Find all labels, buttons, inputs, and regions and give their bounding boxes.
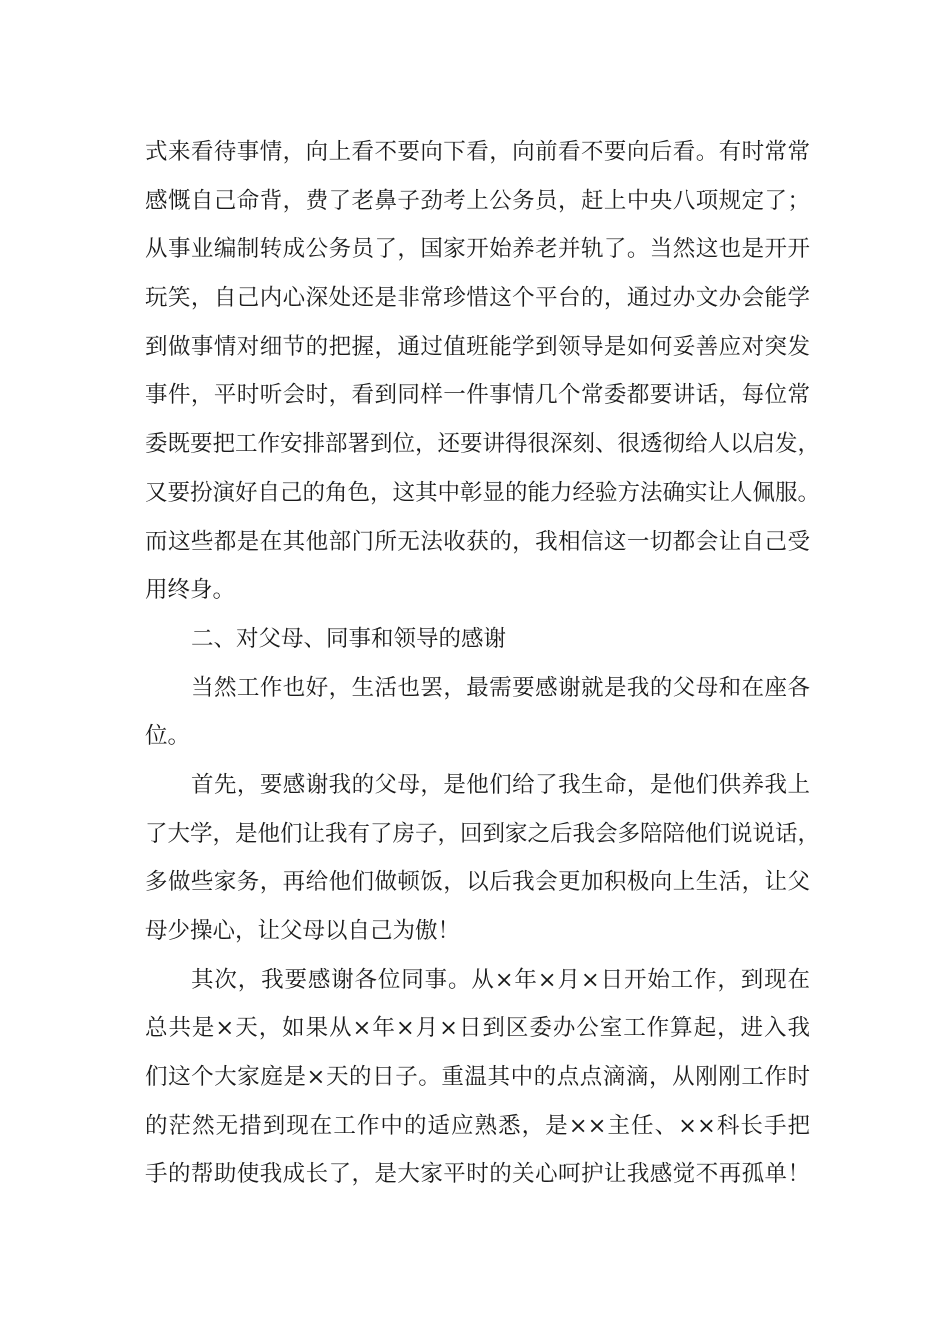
text-line: 们这个大家庭是×天的日子。重温其中的点点滴滴，从刚刚工作时 bbox=[145, 1064, 810, 1091]
text-line: 位。 bbox=[145, 723, 191, 750]
text-line: 当然工作也好，生活也罢，最需要感谢就是我的父母和在座各 bbox=[191, 674, 810, 701]
text-line: 二、对父母、同事和领导的感谢 bbox=[191, 625, 507, 652]
text-line: 用终身。 bbox=[145, 577, 236, 604]
text-line: 首先，要感谢我的父母，是他们给了我生命，是他们供养我上 bbox=[191, 771, 810, 798]
text-line: 从事业编制转成公务员了，国家开始养老并轨了。当然这也是开开 bbox=[145, 236, 810, 263]
text-line: 感慨自己命背，费了老鼻子劲考上公务员，赶上中央八项规定了； bbox=[145, 187, 810, 214]
text-line: 委既要把工作安排部署到位，还要讲得很深刻、很透彻给人以启发， bbox=[145, 431, 821, 458]
text-line: 总共是×天，如果从×年×月×日到区委办公室工作算起，进入我 bbox=[145, 1015, 810, 1042]
text-line: 玩笑，自己内心深处还是非常珍惜这个平台的，通过办文办会能学 bbox=[145, 285, 810, 312]
text-line: 又要扮演好自己的角色，这其中彰显的能力经验方法确实让人佩服。 bbox=[145, 479, 821, 506]
text-line: 事件，平时听会时，看到同样一件事情几个常委都要讲话，每位常 bbox=[145, 382, 810, 409]
text-line: 手的帮助使我成长了，是大家平时的关心呵护让我感觉不再孤单！ bbox=[145, 1161, 810, 1188]
text-line: 到做事情对细节的把握，通过值班能学到领导是如何妥善应对突发 bbox=[145, 333, 810, 360]
text-line: 母少操心，让父母以自己为傲！ bbox=[145, 918, 461, 944]
text-line: 多做些家务，再给他们做顿饭，以后我会更加积极向上生活，让父 bbox=[145, 869, 810, 896]
text-line: 了大学，是他们让我有了房子，回到家之后我会多陪陪他们说说话， bbox=[145, 820, 821, 847]
text-line: 其次，我要感谢各位同事。从×年×月×日开始工作，到现在 bbox=[191, 966, 810, 993]
text-line: 的茫然无措到现在工作中的适应熟悉，是××主任、××科长手把 bbox=[145, 1112, 810, 1139]
text-line: 式来看待事情，向上看不要向下看，向前看不要向后看。有时常常 bbox=[145, 139, 810, 165]
document-body bbox=[145, 128, 821, 1199]
text-line: 而这些都是在其他部门所无法收获的，我相信这一切都会让自己受 bbox=[145, 528, 810, 555]
